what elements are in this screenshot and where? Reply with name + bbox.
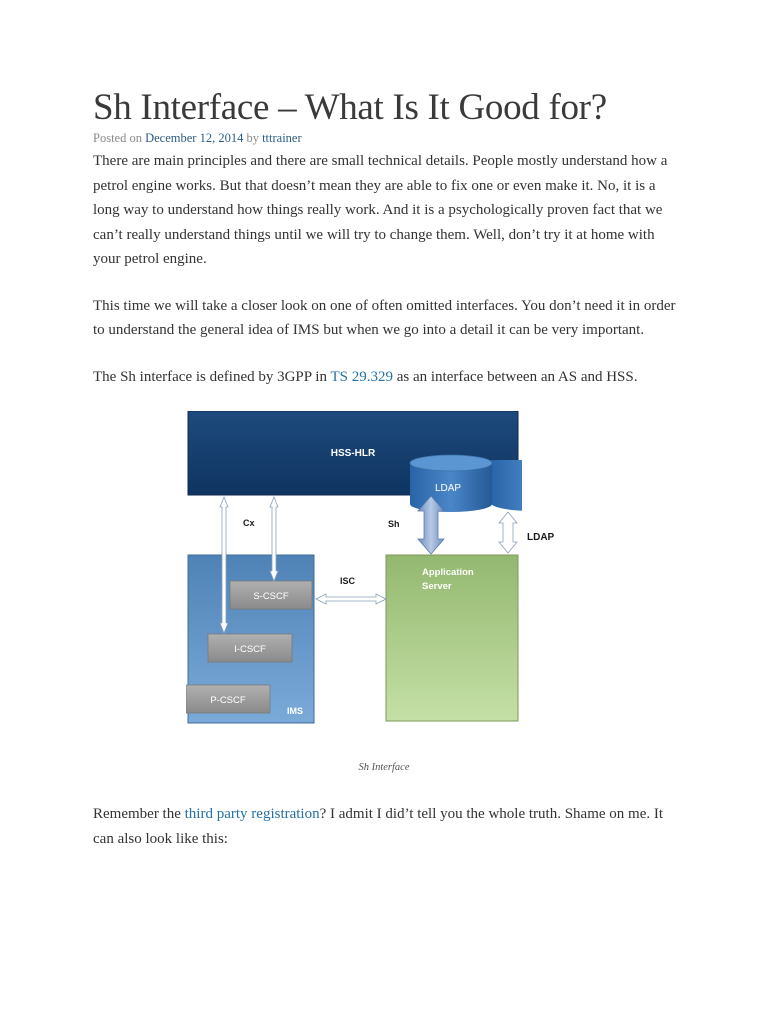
- third-party-registration-link[interactable]: third party registration: [184, 806, 320, 822]
- hss-hlr-label: HSS-HLR: [330, 448, 376, 459]
- ims-label: IMS: [286, 706, 304, 716]
- paragraph-1: There are main principles and there are small technical details. People mostly understand how a petrol engine works. But that doesn’t mean they are able to fix one or even make it. No, it is a long way to understand how things really work. And it is a psychologically proven fact that we can’t really understand things until we will try to change them. Well, don’t try it at home with your petrol engine.: [93, 153, 668, 267]
- paragraph-3-text-a: The Sh interface is defined by 3GPP in: [93, 368, 331, 385]
- paragraph-3: [93, 365, 683, 390]
- ldap-link-label-outside: LDAP: [527, 532, 555, 543]
- isc-label: ISC: [340, 576, 356, 586]
- application-server-box: [386, 555, 518, 721]
- paragraph-4-text-b: ? I admit I did’t tell you the whole truth. Shame on me. It can also look like this:: [93, 806, 664, 847]
- posted-on-label: Posted on: [93, 131, 142, 145]
- application-server-label-line1: Application: [422, 567, 474, 578]
- figure-caption: Sh Interface: [358, 762, 410, 773]
- ldap-database-icon: [491, 460, 522, 511]
- author-link[interactable]: tttrainer: [262, 131, 302, 145]
- ts-29329-link[interactable]: TS 29.329: [330, 368, 393, 385]
- sh-interface-diagram: [186, 411, 522, 726]
- paragraph-3-text-b: as an interface between an AS and HSS.: [392, 368, 638, 385]
- i-cscf-label: I-CSCF: [234, 644, 266, 655]
- paragraph-4-text-a: Remember the: [93, 806, 185, 822]
- post-title: Sh Interface – What Is It Good for?: [93, 87, 607, 128]
- paragraph-2: This time we will take a closer look on one of often omitted interfaces. You don’t need it in order to understand the general idea of IMS but when we go into a detail it can be very important.: [93, 297, 676, 338]
- isc-arrow: [316, 594, 386, 604]
- p-cscf-label: P-CSCF: [210, 695, 246, 706]
- application-server-label-line2: Server: [422, 581, 452, 592]
- article: [93, 86, 683, 389]
- cx-label: Cx: [243, 518, 255, 528]
- sh-label: Sh: [388, 519, 400, 529]
- ldap-db-label: LDAP: [434, 483, 462, 494]
- by-label: by: [246, 131, 259, 145]
- paragraph-4: [93, 802, 683, 851]
- post-meta: [93, 130, 683, 146]
- post-date-link[interactable]: December 12, 2014: [145, 131, 244, 145]
- s-cscf-label: S-CSCF: [253, 591, 289, 602]
- ldap-link-arrow: [499, 512, 517, 553]
